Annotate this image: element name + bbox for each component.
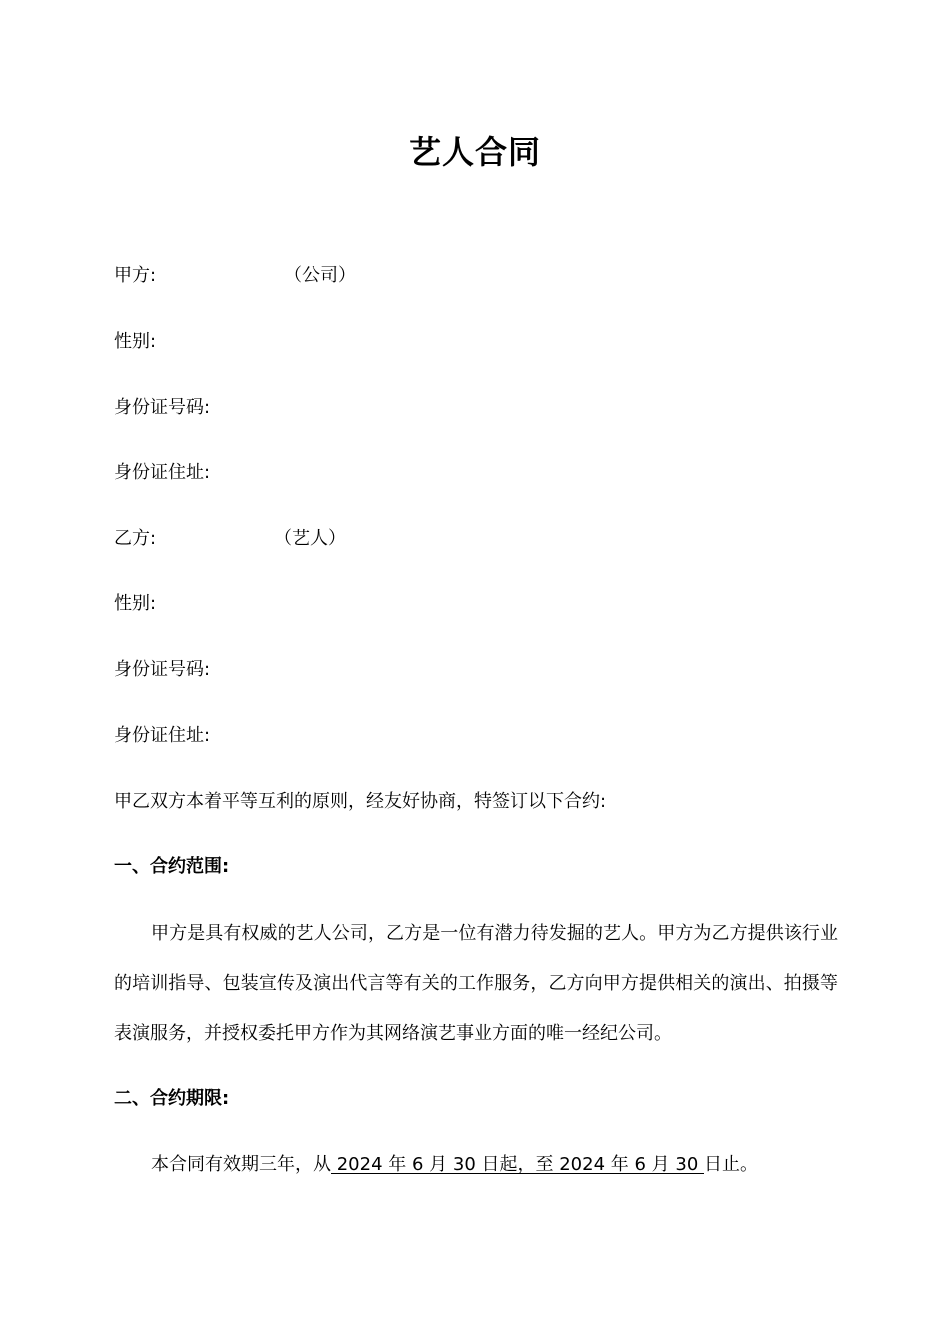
party-a-line — [114, 262, 356, 290]
section2-body-dates: 2024 年 6 月 30 日起，至 2024 年 6 月 30 — [331, 1154, 704, 1175]
party-a-id-number-label: 身份证号码: — [114, 397, 211, 418]
section2-body-prefix: 本合同有效期三年，从 — [151, 1154, 331, 1175]
party-b-id-number-label: 身份证号码: — [114, 659, 211, 680]
document-title: 艺人合同 — [408, 133, 541, 171]
party-b-note: （艺人） — [274, 528, 346, 549]
party-a-gender-label: 性别: — [114, 331, 157, 352]
party-b-line — [114, 525, 346, 553]
party-b-label: 乙方: — [114, 528, 157, 549]
party-a-label: 甲方: — [114, 265, 157, 286]
section2-heading: 二、合约期限: — [114, 1088, 230, 1109]
party-b-gender-label: 性别: — [114, 593, 157, 614]
section2-body-suffix: 日止。 — [704, 1154, 758, 1175]
party-b-id-address-label: 身份证住址: — [114, 725, 211, 746]
section1-body: 甲方是具有权威的艺人公司，乙方是一位有潜力待发掘的艺人。甲方为乙方提供该行业的培训指导、包装宣传及演出代言等有关的工作服务，乙方向甲方提供相关的演出、拍摄等表演服务，并授权委托甲方作为其网络演艺事业方面的唯一经纪公司。 — [114, 923, 838, 1044]
party-a-id-address-label: 身份证住址: — [114, 462, 211, 483]
contract-intro: 甲乙双方本着平等互利的原则，经友好协商，特签订以下合约: — [114, 791, 607, 812]
section1-heading: 一、合约范围: — [114, 856, 230, 877]
section2-body — [151, 1151, 758, 1179]
party-a-note: （公司） — [284, 265, 356, 286]
